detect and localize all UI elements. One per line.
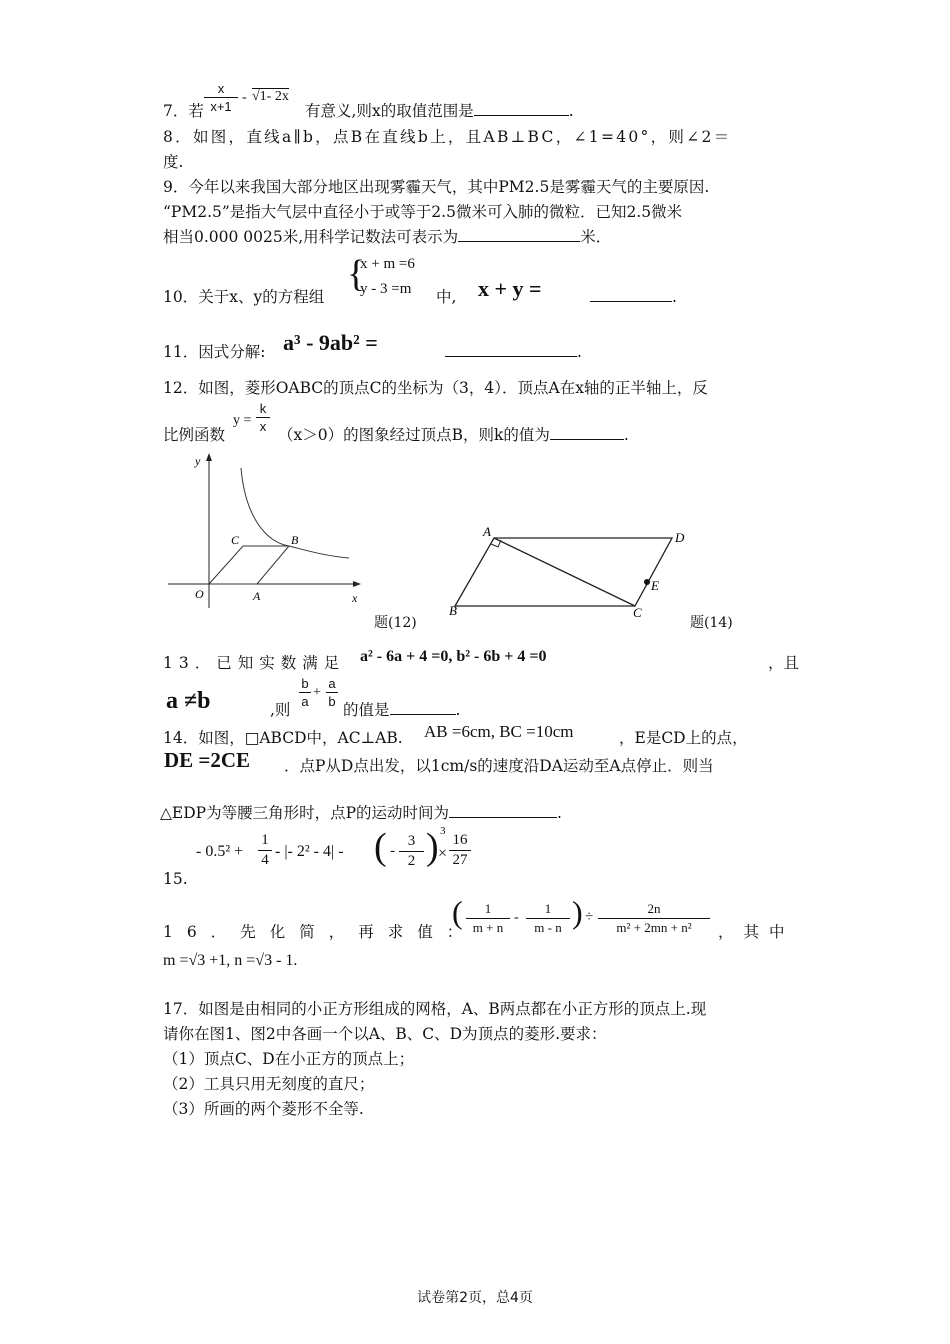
q7-text [305,102,574,121]
q13-eqs: a² - 6a + 4 =0, b² - 6b + 4 =0 [360,648,547,665]
q14-end: . [557,804,562,822]
q15-expr-b: - |- 2² - 4| - [275,843,344,860]
q16-c-num: 2n [647,901,661,916]
q7-answer-blank[interactable] [474,115,569,116]
fig12-label-o: O [195,587,204,601]
q12-line2-prefix: 比例函数 [163,426,226,444]
q11-expr: a³ - 9ab² = [283,330,378,355]
q12-line2-tail [278,426,629,445]
q16-div: ÷ [585,909,594,925]
q17-line1: 17．如图是由相同的小正方形组成的网格，A、B两点都在小正方形的顶点上.现 [163,1000,707,1018]
q15-frac-quarter [258,832,272,869]
q13-f1-den: a [301,694,309,709]
q12-func-num: k [259,401,267,416]
q17-line2: 请你在图1、图2中各画一个以A、B、C、D为顶点的菱形.要求： [163,1025,607,1043]
q12-end: . [623,426,629,444]
q9-line3 [163,228,611,247]
q14-line2: ．点P从D点出发，以1cm/s的速度沿DA运动至A点停止．则当 [284,757,714,775]
q11-prefix: 11．因式分解: [163,343,266,361]
q7-tail: 的取值范围是 [380,102,474,120]
q14-prefix: 14．如图，□ABCD中，AC⊥AB. [163,729,403,747]
q13-tail: 的值是 [343,701,390,719]
q15-times: × [438,845,448,862]
q16-end: . [293,952,298,969]
q13-frac2 [326,676,338,709]
q15-p-num: 3 [407,833,416,849]
q7-frac-den: x+1 [210,99,232,114]
q16-prefix: 16．先化简，再求值： [163,923,477,941]
q7-var: x [371,102,381,120]
q7-frac-num: x [217,81,225,96]
q13-neq: a ≠b [166,688,211,714]
fig14-caption: 题(14) [690,615,733,631]
q16-b-den: m - n [534,920,562,935]
q15-power: 3 [440,825,446,837]
q10-blank-wrap [590,288,677,307]
q16-a-den: m + n [472,920,504,935]
fig14-label-d: D [675,530,685,545]
q15-frac-16-27 [449,832,471,869]
fig14-label-a: A [483,524,491,539]
q14-tail: ，E是CD上的点， [619,729,748,747]
q10-eq2: y - 3 =m [360,281,412,297]
q12-answer-blank[interactable] [550,439,624,440]
fig12-caption: 题(12) [374,615,417,631]
q16-paren-open: ( [452,894,463,930]
q10-brace: { [347,253,366,295]
fig12-label-a: A [253,589,261,603]
q9-line3-text: 相当0.000 0025米,用科学记数法可表示为 [163,228,459,246]
q15-f-num: 1 [261,832,269,848]
q7-end: . [568,102,574,120]
q16-frac-a [466,901,510,936]
q10-end: . [672,288,677,306]
q17-item2: （2）工具只用无刻度的直尺； [163,1075,375,1093]
q15-expr-a: - 0.5² + [196,843,244,860]
fig12-label-c: C [231,533,240,547]
fig12-x-label: x [352,591,358,605]
q11-answer-blank[interactable] [445,356,577,357]
q15-neg-sign: - [390,843,395,859]
q15-g-den: 27 [452,852,468,868]
q13-and: ，且 [768,654,800,672]
q14-line3: △EDP为等腰三角形时，点P的运动时间为 [160,804,450,822]
q7-prefix: 7．若 [163,102,204,120]
q12-tail: （x＞0）的图象经过顶点B，则k的值为 [278,426,550,444]
fig14-point-e [644,579,650,585]
q16-paren-close: ) [572,894,583,930]
q10-mid: 中, [436,288,457,306]
q14-answer-blank[interactable] [449,817,557,818]
fig12-rhombus [209,546,289,584]
q11-end: . [577,343,582,361]
page-footer: 试卷第2页，总4页 [417,1290,533,1306]
q17-item1: （1）顶点C、D在小正方的顶点上； [163,1050,415,1068]
q16-tail: ，其中 [718,923,795,941]
q16-minus: - [514,910,519,925]
q7-text-a: 有意义,则 [305,102,372,120]
q10-prefix: 10．关于x、y的方程组 [163,288,325,306]
fig14-label-b: B [449,603,457,618]
q15-g-num: 16 [452,832,468,848]
q10-expr: x + y = [478,276,542,301]
figure-14 [440,518,700,618]
q16-c-den: m² + 2mn + n² [616,920,692,935]
fig12-label-b: B [291,533,299,547]
q12-line1: 12．如图，菱形OABC的顶点C的坐标为（3，4）．顶点A在x轴的正半轴上，反 [163,379,708,397]
q16-frac-c [598,901,710,936]
q16-values: m =√3 +1, n =√3 - 1 [163,952,294,969]
q9-answer-blank[interactable] [458,241,580,242]
q17-item3: （3）所画的两个菱形不全等. [163,1100,364,1118]
q15-frac-neg [390,833,424,870]
q16-line2 [163,952,297,970]
fig12-y-label: y [195,454,201,468]
q10-answer-blank[interactable] [590,301,672,302]
q15-label: 15. [163,870,188,888]
q7-sqrt: √1- 2x [252,89,289,104]
q16-frac-b [526,901,570,936]
q13-frac1 [299,676,311,709]
q13-f1-num: b [301,676,309,691]
q8-line1: 8．如图，直线a∥b，点B在直线b上，且AB⊥BC，∠1=40°，则∠2＝ [163,128,732,146]
q14-de: DE =2CE [164,748,251,772]
q12-func-den: x [259,419,267,434]
q14-given: AB =6cm, BC =10cm [424,722,574,741]
q11-blank-wrap [445,343,582,362]
q15-p-den: 2 [407,853,416,869]
q13-answer-blank[interactable] [390,714,456,715]
q15-f-den: 4 [261,852,269,868]
q8-line2: 度. [163,153,184,171]
q9-line2: “PM2.5”是指大气层中直径小于或等于2.5微米可入肺的微粒．已知2.5微米 [163,203,683,221]
fig14-diagonal-ac [494,538,635,606]
q12-func-left: y = [233,413,252,428]
q16-b-num: 1 [544,901,552,916]
q13-plus: + [313,685,321,700]
q16-a-num: 1 [484,901,492,916]
q14-line3-wrap [160,804,562,823]
fig12-y-arrow [206,453,212,461]
q7-fraction [204,81,238,114]
q9-line3-end: 米． [580,228,612,246]
q7-minus: - [242,90,247,105]
q15-paren-open: ( [374,826,387,868]
fig14-label-e: E [651,578,659,593]
q15-paren-close: ) [426,826,439,868]
q13-f2-num: a [328,676,336,691]
fig14-label-c: C [633,605,642,618]
figure-12 [165,450,365,610]
q12-func-frac [256,401,270,434]
q13-prefix: 13．已知实数满足 [163,654,346,672]
q13-then: ,则 [270,701,291,719]
q13-tail-wrap [343,701,460,720]
q13-f2-den: b [328,694,336,709]
q13-end: . [455,701,461,719]
q10-eq1: x + m =6 [360,256,415,272]
fig12-x-arrow [353,581,361,587]
q9-line1: 9．今年以来我国大部分地区出现雾霾天气，其中PM2.5是雾霾天气的主要原因. [163,178,710,196]
